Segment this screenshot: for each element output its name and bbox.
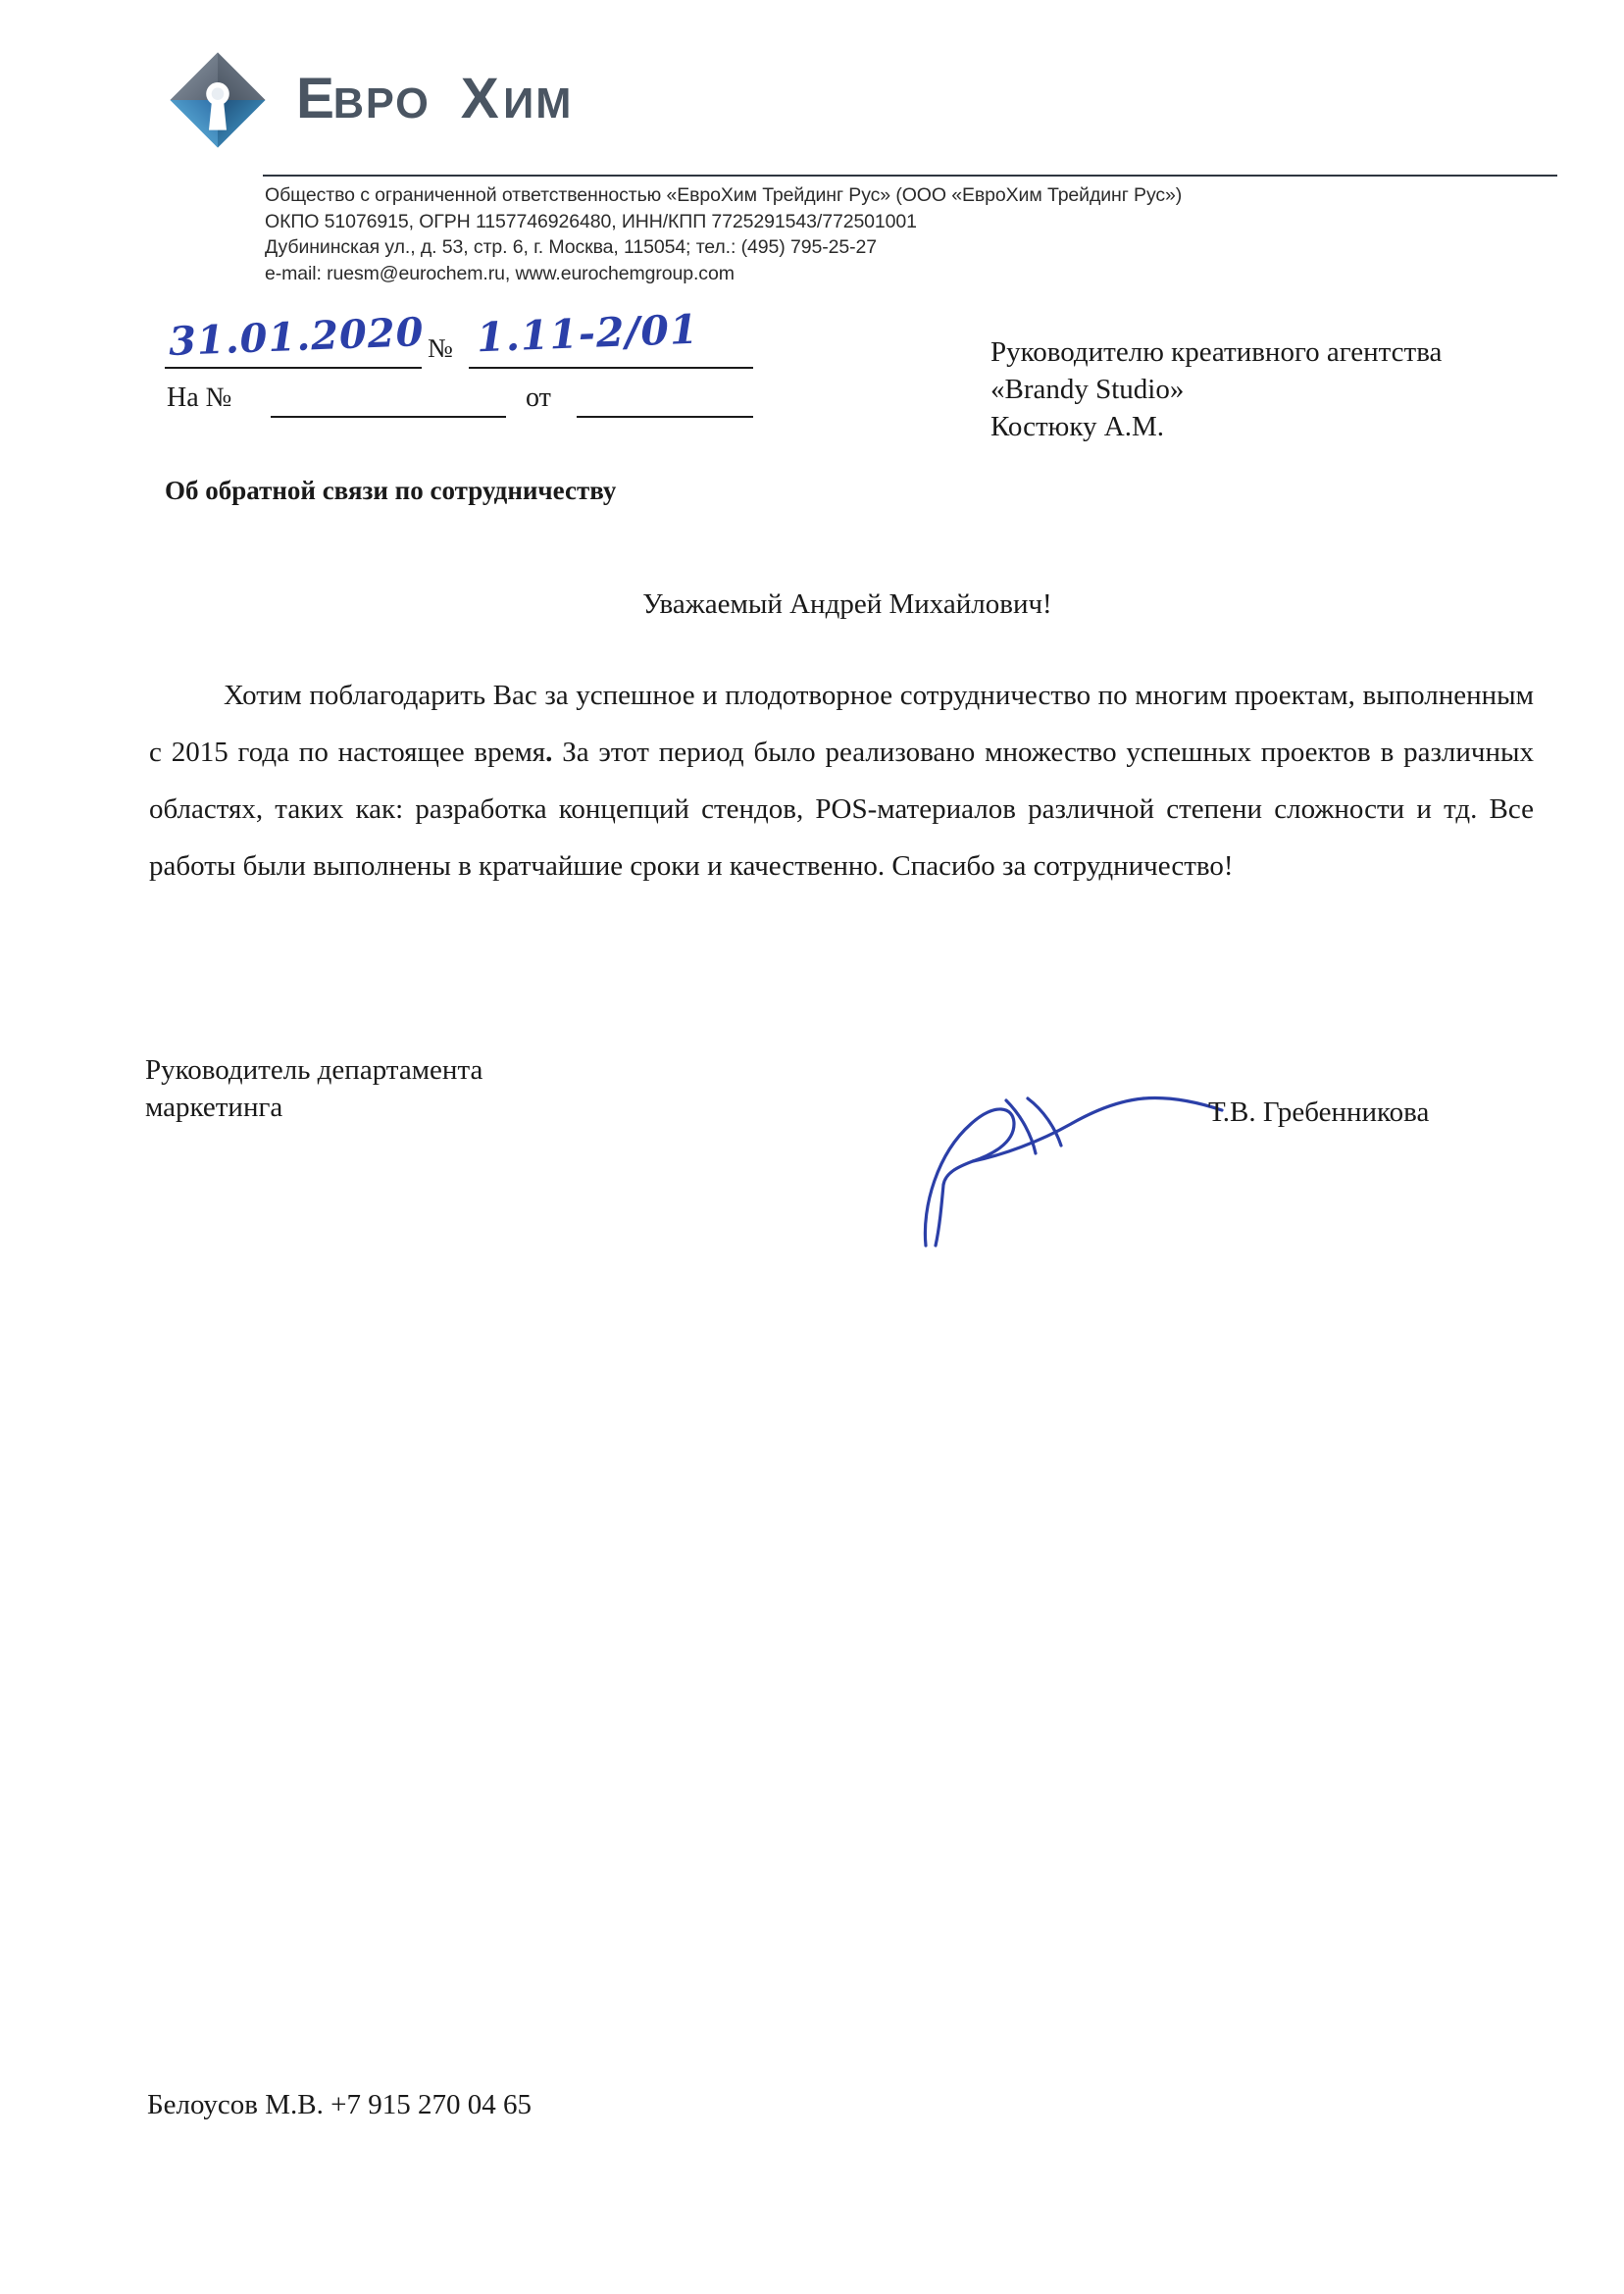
- letterhead: [0, 0, 1624, 294]
- body-emphasis: .: [545, 737, 553, 768]
- reference-row-reply: [165, 382, 773, 433]
- org-line-codes: ОКПО 51076915, ОГРН 1157746926480, ИНН/КПП 7725291543/772501001: [265, 210, 917, 232]
- organization-details: [265, 182, 1569, 286]
- reply-to-label: На №: [167, 382, 232, 413]
- from-underline: [577, 416, 753, 418]
- handwritten-reference-number: 1.11-2/01: [476, 305, 700, 362]
- subject-line: Об обратной связи по сотрудничеству: [165, 476, 617, 505]
- number-sign-label: №: [428, 333, 453, 363]
- reference-block: [165, 305, 773, 433]
- handwritten-signature: [912, 1059, 1226, 1265]
- org-line-address: Дубининская ул., д. 53, стр. 6, г. Москва, 115054; тел.: (495) 795-25-27: [265, 236, 877, 258]
- addressee-line-person: Костюку А.М.: [990, 411, 1164, 442]
- handwritten-date: 31.01.2020: [168, 309, 426, 365]
- org-line-name: Общество с ограниченной ответственностью «ЕвроХим Трейдинг Рус» (ООО «ЕвроХим Трейдинг Рус»): [265, 184, 1183, 206]
- from-label: от: [526, 382, 551, 413]
- reply-to-underline: [271, 416, 506, 418]
- reference-row-primary: [165, 305, 773, 373]
- addressee-line-role: Руководителю креативного агентства: [990, 336, 1443, 368]
- company-logo: [165, 47, 722, 153]
- letter-body: [149, 667, 1534, 894]
- svg-text:Е: Е: [296, 68, 335, 130]
- reference-underline: [469, 367, 753, 369]
- signatory-name: Т.В. Гребенникова: [1208, 1096, 1430, 1128]
- svg-text:ИМ: ИМ: [503, 79, 574, 127]
- greeting-line: Уважаемый Андрей Михайлович!: [642, 588, 1052, 620]
- svg-text:ВРО: ВРО: [332, 79, 431, 127]
- signatory-title-line1: Руководитель департамента: [145, 1054, 483, 1086]
- signatory-title: [145, 1051, 482, 1126]
- eurochem-diamond-icon: [165, 47, 271, 153]
- addressee-block: [990, 333, 1559, 445]
- signatory-title-line2: маркетинга: [145, 1092, 283, 1123]
- letterhead-divider: [263, 175, 1557, 177]
- footer-contact: Белоусов М.В. +7 915 270 04 65: [147, 2089, 532, 2120]
- body-part-1: Хотим поблагодарить Вас за успешное и плодотворное сотрудничество по многим проектам, выполненным с 2015 года по настоящее время: [149, 680, 1534, 768]
- date-underline: [165, 367, 422, 369]
- org-line-contact: e-mail: ruesm@eurochem.ru, www.eurochemgroup.com: [265, 262, 735, 284]
- body-part-2: За этот период было реализовано множество успешных проектов в различных областях, таких как: разработка концепций стендов, POS-материалов различной степени сложности и тд. Все работы были выполнены в кратчайшие сроки и качественно. Спасибо за сотрудничество!: [149, 737, 1534, 882]
- eurochem-wordmark: [296, 68, 722, 132]
- addressee-line-company: «Brandy Studio»: [990, 374, 1185, 405]
- svg-text:Х: Х: [460, 68, 499, 130]
